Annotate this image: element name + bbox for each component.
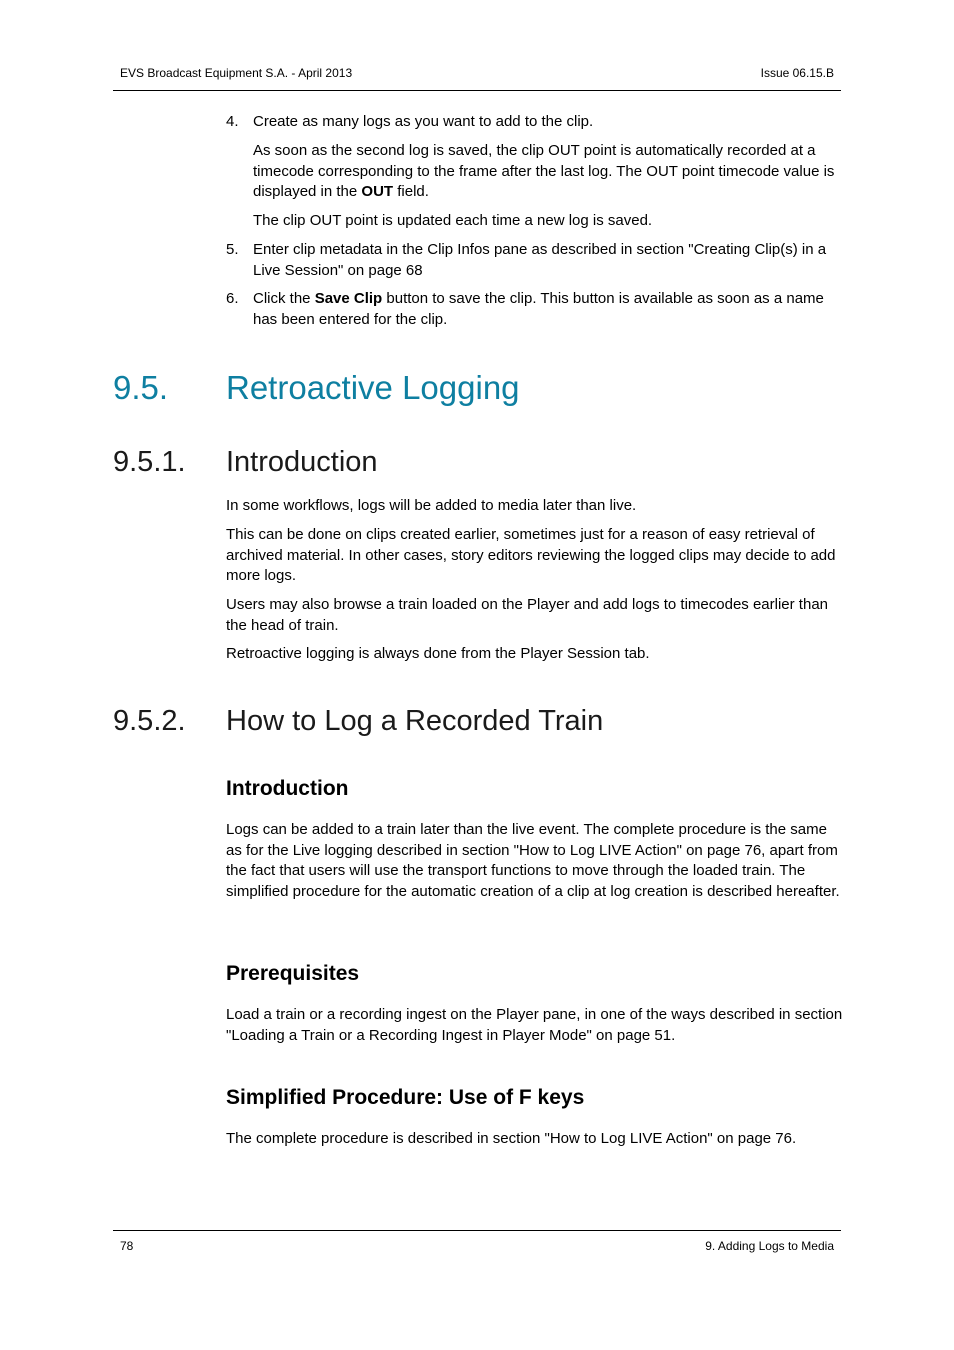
page-footer: [113, 1230, 841, 1253]
paragraph: The complete procedure is described in section "How to Log LIVE Action" on page 76.: [226, 1130, 797, 1147]
step-number: 4.: [226, 113, 239, 130]
paragraph: This can be done on clips created earlier, sometimes just for a reason of easy retrieval of archived material. In other cases, story editors reviewing the logged clips may decide to add more logs.: [226, 526, 836, 584]
section-title: Retroactive Logging: [226, 369, 520, 406]
step-4: [226, 112, 842, 133]
section-title: Introduction: [226, 446, 378, 478]
subheading-prerequisites: Prerequisites: [226, 962, 360, 985]
header-issue: Issue 06.15.B: [760, 66, 834, 80]
paragraph: Logs can be added to a train later than the live event. The complete procedure is the same as for the Live logging described in section "How to Log LIVE Action" on page 76, apart from the fact that users will use the transport functions to move through the loaded train. The simplified procedure for the automatic creation of a clip at log creation is described hereafter.: [226, 821, 840, 900]
header-left-text: EVS Broadcast Equipment S.A. - April 2013: [120, 66, 353, 80]
step-text: Enter clip metadata in the Clip Infos pane as described in section "Creating Clip(s) in a Live Session" on page 68: [253, 241, 827, 279]
text-run: button to save the clip. This button is available as soon as a name has been entered for the clip.: [253, 290, 824, 328]
page-header: [113, 66, 841, 91]
step-5: [226, 240, 842, 281]
paragraph: Load a train or a recording ingest on the Player pane, in one of the ways described in section "Loading a Train or a Recording Ingest in Player Mode" on page 51.: [226, 1006, 843, 1044]
section-number: 9.5.: [113, 369, 169, 406]
step-4-detail: [253, 141, 843, 203]
paragraph: Retroactive logging is always done from the Player Session tab.: [226, 645, 650, 662]
footer-chapter: 9. Adding Logs to Media: [705, 1239, 834, 1253]
step-text: Create as many logs as you want to add to the clip.: [253, 113, 594, 130]
paragraph: Users may also browse a train loaded on the Player and add logs to timecodes earlier than the head of train.: [226, 596, 828, 634]
page-number: 78: [120, 1239, 134, 1253]
subheading-introduction: Introduction: [226, 777, 349, 800]
text-run: field.: [393, 183, 429, 200]
step-4-note: The clip OUT point is updated each time a new log is saved.: [253, 212, 653, 229]
bold-term: OUT: [361, 183, 394, 200]
section-number: 9.5.2.: [113, 705, 186, 737]
section-number: 9.5.1.: [113, 446, 186, 478]
section-title: How to Log a Recorded Train: [226, 705, 604, 737]
step-text: [253, 289, 842, 330]
bold-term: Save Clip: [314, 290, 383, 307]
step-number: 6.: [226, 290, 239, 307]
step-number: 5.: [226, 241, 239, 258]
subheading-simplified-procedure: Simplified Procedure: Use of F keys: [226, 1086, 585, 1109]
paragraph: In some workflows, logs will be added to media later than live.: [226, 497, 637, 514]
step-6: [226, 289, 842, 330]
text-run: As soon as the second log is saved, the clip OUT point is automatically recorded at a timecode corresponding to the frame after the last log. The OUT point timecode value is displayed in the: [253, 142, 835, 200]
text-run: Click the: [253, 290, 315, 307]
